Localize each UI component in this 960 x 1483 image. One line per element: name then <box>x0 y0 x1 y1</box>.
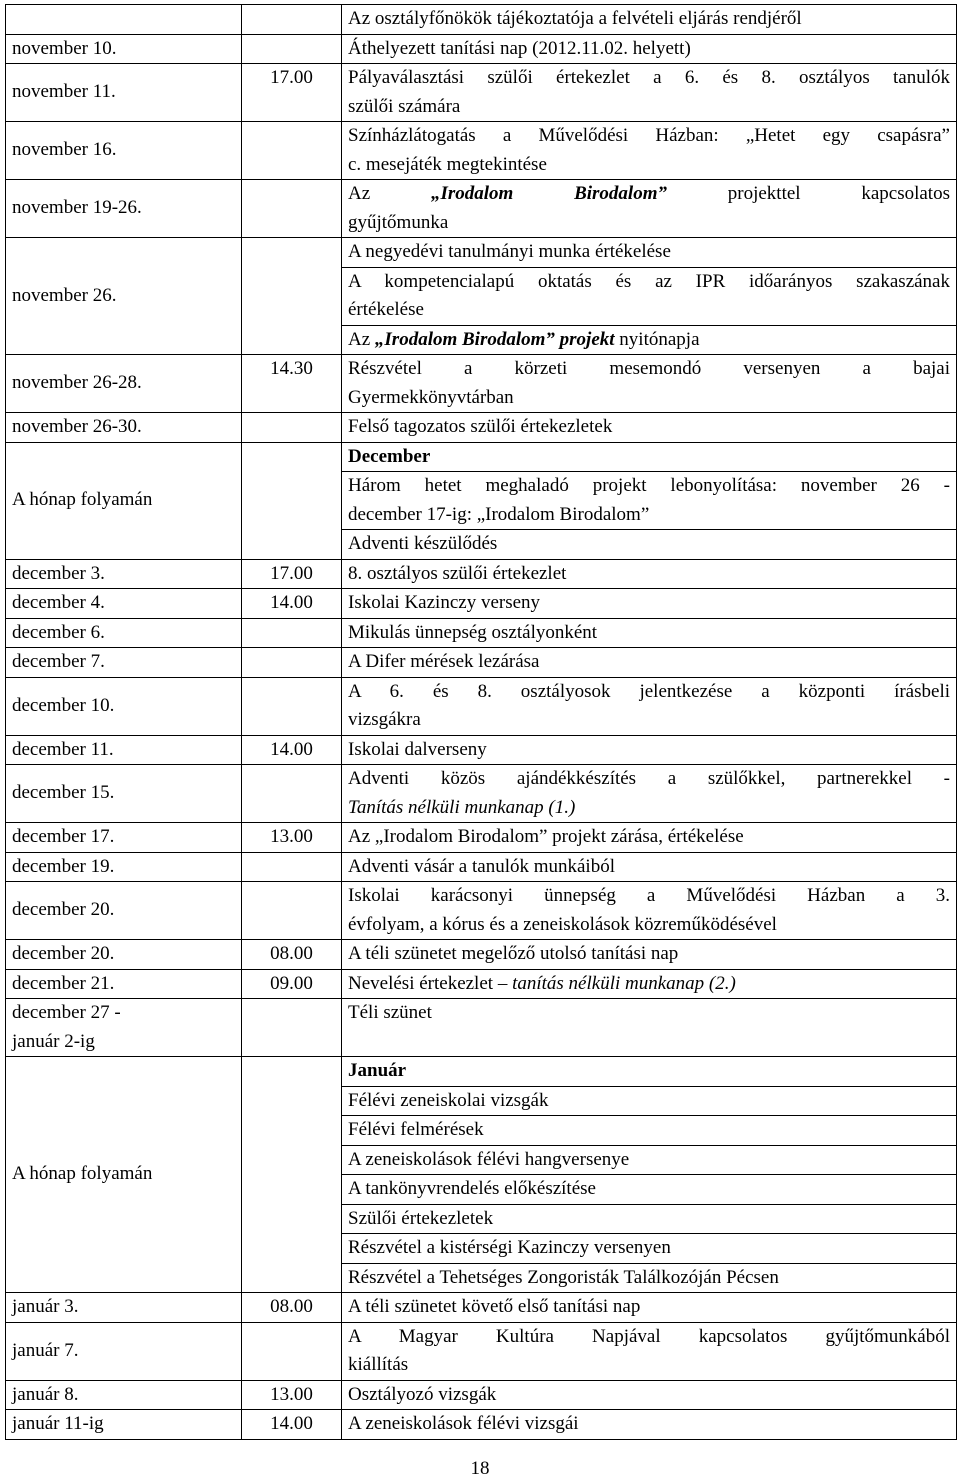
event-cell: Osztályozó vizsgák <box>342 1380 957 1410</box>
event-line: december 17-ig: „Irodalom Birodalom” <box>348 503 650 525</box>
event-cell: Áthelyezett tanítási nap (2012.11.02. helyett) <box>342 34 957 64</box>
date-cell: december 20. <box>6 940 242 970</box>
table-row <box>6 1293 957 1323</box>
event-line: Tanítás nélküli munkanap (1.) <box>348 796 576 818</box>
date-line: december 27 - <box>12 1002 121 1023</box>
table-row <box>6 1410 957 1440</box>
date-line: január 2-ig <box>12 1030 95 1052</box>
date-cell: november 26-30. <box>6 413 242 443</box>
date-cell <box>6 999 242 1057</box>
table-row <box>6 735 957 765</box>
date-cell: november 26-28. <box>6 355 242 413</box>
event-line: Színházlátogatás a Művelődési Házban: „Hetet egy csapásra” <box>348 125 950 146</box>
event-line: Részvétel a körzeti mesemondó versenyen a bajai <box>348 358 950 379</box>
time-cell <box>242 677 342 735</box>
event-cell: Adventi vásár a tanulók munkáiból <box>342 852 957 882</box>
table-row <box>6 969 957 999</box>
date-cell: A hónap folyamán <box>6 1057 242 1293</box>
time-cell <box>242 618 342 648</box>
event-line: szülői számára <box>348 95 461 117</box>
event-cell: Iskolai dalverseny <box>342 735 957 765</box>
event-cell: Részvétel a Tehetséges Zongoristák Találkozóján Pécsen <box>342 1263 957 1293</box>
table-row <box>6 34 957 64</box>
event-text: nyitónapja <box>614 328 700 350</box>
event-cell <box>342 677 957 735</box>
event-cell: Félévi zeneiskolai vizsgák <box>342 1086 957 1116</box>
schedule-document <box>5 4 957 1440</box>
event-cell: A tankönyvrendelés előkészítése <box>342 1175 957 1205</box>
table-row <box>6 559 957 589</box>
table-row <box>6 1057 957 1087</box>
event-line: Adventi közös ajándékkészítés a szülőkkel, partnerekkel - <box>348 768 950 789</box>
event-cell: Felső tagozatos szülői értekezletek <box>342 413 957 443</box>
table-row <box>6 5 957 35</box>
event-cell: Szülői értekezletek <box>342 1204 957 1234</box>
event-text: Az <box>348 328 375 350</box>
time-cell <box>242 5 342 35</box>
table-row <box>6 64 957 122</box>
time-cell <box>242 1322 342 1380</box>
event-cell <box>342 180 957 238</box>
event-line: értékelése <box>348 299 424 320</box>
event-note: – tanítás nélküli munkanap (2.) <box>497 972 736 994</box>
time-cell: 14.00 <box>242 735 342 765</box>
time-cell <box>242 882 342 940</box>
event-line: c. mesejáték megtekintése <box>348 153 547 175</box>
event-cell: Az osztályfőnökök tájékoztatója a felvételi eljárás rendjéről <box>342 5 957 35</box>
table-row <box>6 122 957 180</box>
event-cell <box>342 969 957 999</box>
date-cell: A hónap folyamán <box>6 442 242 559</box>
event-cell: Iskolai Kazinczy verseny <box>342 589 957 619</box>
event-cell: A Difer mérések lezárása <box>342 648 957 678</box>
table-row <box>6 442 957 472</box>
table-row <box>6 589 957 619</box>
table-row <box>6 413 957 443</box>
table-row <box>6 238 957 268</box>
event-cell: 8. osztályos szülői értekezlet <box>342 559 957 589</box>
table-row <box>6 677 957 735</box>
event-cell: A téli szünetet követő első tanítási nap <box>342 1293 957 1323</box>
time-cell: 14.00 <box>242 589 342 619</box>
date-cell: november 26. <box>6 238 242 355</box>
event-cell: A zeneiskolások félévi vizsgái <box>342 1410 957 1440</box>
date-cell: január 3. <box>6 1293 242 1323</box>
date-cell: január 8. <box>6 1380 242 1410</box>
event-cell <box>342 765 957 823</box>
date-cell: december 6. <box>6 618 242 648</box>
date-cell: november 10. <box>6 34 242 64</box>
time-cell: 09.00 <box>242 969 342 999</box>
event-line: Gyermekkönyvtárban <box>348 386 514 408</box>
date-cell: december 15. <box>6 765 242 823</box>
date-cell: november 11. <box>6 64 242 122</box>
date-cell <box>6 5 242 35</box>
event-line: kiállítás <box>348 1354 409 1375</box>
event-cell <box>342 355 957 413</box>
table-row <box>6 999 957 1057</box>
time-cell <box>242 648 342 678</box>
date-cell: december 20. <box>6 882 242 940</box>
event-cell: A negyedévi tanulmányi munka értékelése <box>342 238 957 268</box>
date-cell: november 19-26. <box>6 180 242 238</box>
time-cell <box>242 852 342 882</box>
event-text: Nevelési értekezlet <box>348 972 498 994</box>
time-cell: 17.00 <box>242 64 342 122</box>
table-row <box>6 355 957 413</box>
date-cell: december 4. <box>6 589 242 619</box>
time-cell: 17.00 <box>242 559 342 589</box>
time-cell <box>242 999 342 1057</box>
table-row <box>6 940 957 970</box>
event-text: projekttel kapcsolatos <box>666 183 950 204</box>
table-row <box>6 180 957 238</box>
event-cell <box>342 267 957 325</box>
date-cell: december 3. <box>6 559 242 589</box>
event-cell: A zeneiskolások félévi hangversenye <box>342 1145 957 1175</box>
event-cell: Félévi felmérések <box>342 1116 957 1146</box>
table-row <box>6 852 957 882</box>
date-cell: január 11-ig <box>6 1410 242 1440</box>
time-cell <box>242 413 342 443</box>
event-line: Iskolai karácsonyi ünnepség a Művelődési Házban a 3. <box>348 885 950 906</box>
date-cell: december 21. <box>6 969 242 999</box>
event-cell: Az „Irodalom Birodalom” projekt zárása, értékelése <box>342 823 957 853</box>
event-cell <box>342 325 957 355</box>
event-cell: Mikulás ünnepség osztályonként <box>342 618 957 648</box>
event-cell <box>342 64 957 122</box>
event-schedule-table <box>5 4 957 1440</box>
event-line: A Magyar Kultúra Napjával kapcsolatos gyűjtőmunkából <box>348 1325 950 1347</box>
table-row <box>6 1380 957 1410</box>
time-cell: 14.30 <box>242 355 342 413</box>
table-row <box>6 765 957 823</box>
event-line: Pályaválasztási szülői értekezlet a 6. és 8. osztályos tanulók <box>348 67 950 88</box>
date-cell: december 19. <box>6 852 242 882</box>
date-cell: január 7. <box>6 1322 242 1380</box>
table-row <box>6 882 957 940</box>
time-cell: 14.00 <box>242 1410 342 1440</box>
event-cell <box>342 882 957 940</box>
time-cell <box>242 238 342 355</box>
time-cell <box>242 122 342 180</box>
event-cell: Részvétel a kistérségi Kazinczy versenyen <box>342 1234 957 1264</box>
time-cell: 08.00 <box>242 940 342 970</box>
table-row <box>6 648 957 678</box>
page-number: 18 <box>470 1458 490 1479</box>
table-row <box>6 1322 957 1380</box>
month-heading: Január <box>342 1057 957 1087</box>
table-row <box>6 823 957 853</box>
date-cell: december 17. <box>6 823 242 853</box>
month-heading: December <box>342 442 957 472</box>
event-cell: Téli szünet <box>342 999 957 1057</box>
event-line <box>348 180 950 209</box>
event-line: gyűjtőmunka <box>348 211 449 233</box>
table-row <box>6 618 957 648</box>
date-cell: november 16. <box>6 122 242 180</box>
event-line: vizsgákra <box>348 709 421 730</box>
date-cell: december 10. <box>6 677 242 735</box>
time-cell <box>242 34 342 64</box>
project-name: „Irodalom Birodalom” projekt <box>374 328 615 350</box>
event-cell: Adventi készülődés <box>342 530 957 560</box>
time-cell <box>242 765 342 823</box>
event-cell: A téli szünetet megelőző utolsó tanítási nap <box>342 940 957 970</box>
time-cell: 13.00 <box>242 823 342 853</box>
event-text: Az <box>348 183 431 204</box>
time-cell <box>242 180 342 238</box>
event-cell <box>342 122 957 180</box>
event-line: A 6. és 8. osztályosok jelentkezése a központi írásbeli <box>348 680 950 702</box>
date-cell: december 11. <box>6 735 242 765</box>
time-cell: 13.00 <box>242 1380 342 1410</box>
project-name: „Irodalom Birodalom” <box>430 183 667 204</box>
event-cell <box>342 472 957 530</box>
time-cell <box>242 442 342 559</box>
time-cell: 08.00 <box>242 1293 342 1323</box>
event-line: Három hetet meghaladó projekt lebonyolítása: november 26 - <box>348 475 950 496</box>
event-line: évfolyam, a kórus és a zeneiskolások közreműködésével <box>348 913 777 935</box>
event-cell <box>342 1322 957 1380</box>
date-cell: december 7. <box>6 648 242 678</box>
event-line: A kompetencialapú oktatás és az IPR időarányos szakaszának <box>348 270 950 292</box>
time-cell <box>242 1057 342 1293</box>
